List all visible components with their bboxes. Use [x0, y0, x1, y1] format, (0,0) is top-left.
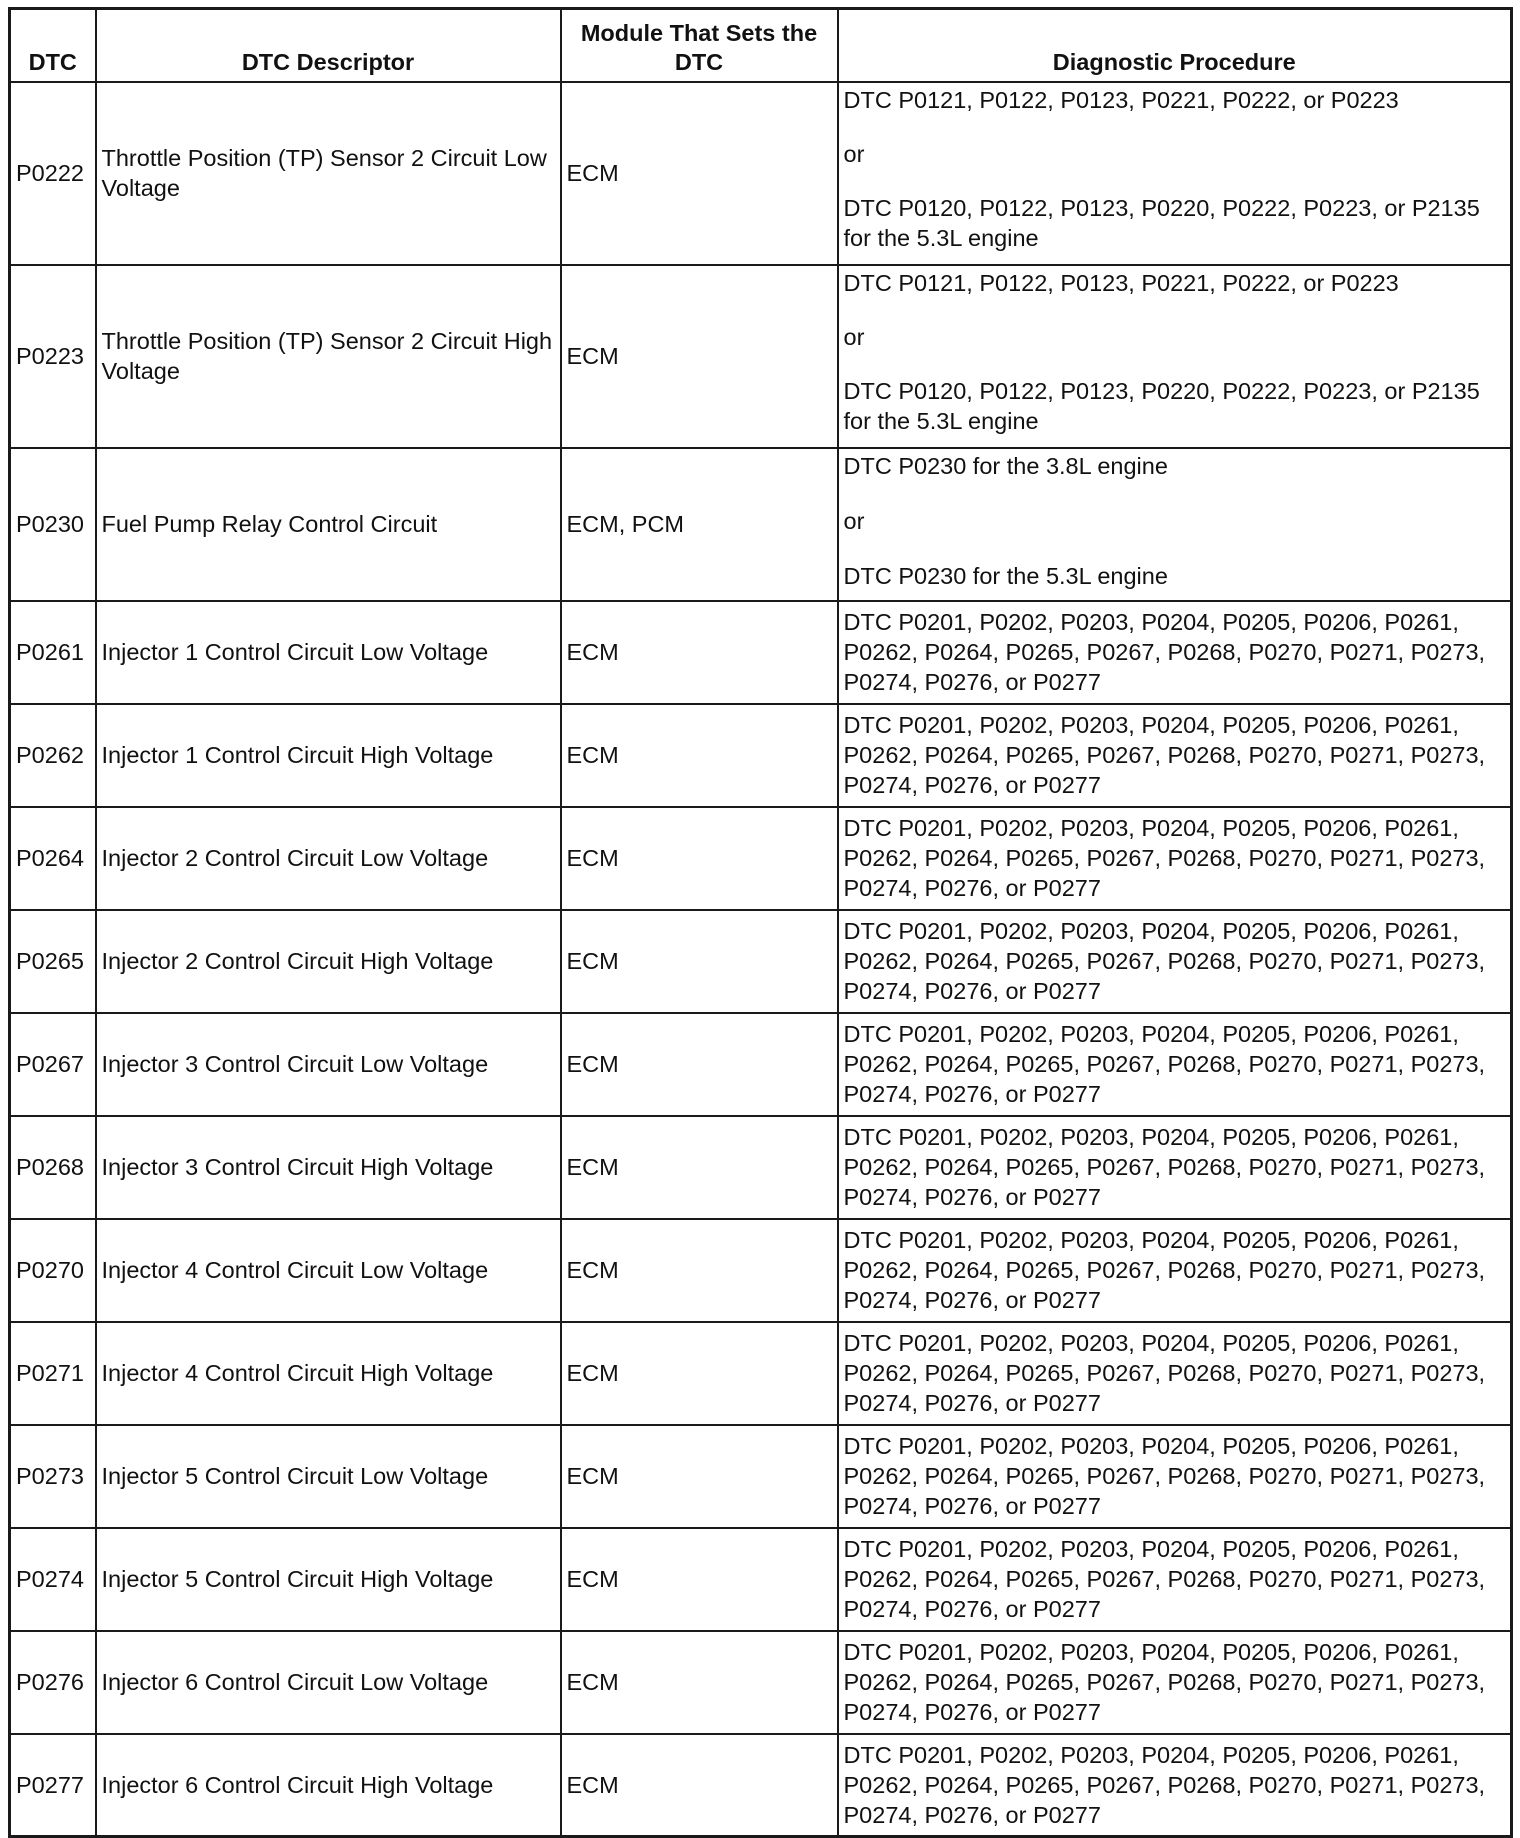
- dtc-code-cell: P0268: [10, 1116, 96, 1219]
- dtc-document: [8, 7, 1510, 1838]
- procedure-cell: DTC P0201, P0202, P0203, P0204, P0205, P0206, P0261, P0262, P0264, P0265, P0267, P0268, P0270, P0271, P0273, P0274, P0276, or P0277: [838, 807, 1512, 910]
- module-cell: ECM: [561, 1528, 838, 1631]
- procedure-or: or: [843, 323, 865, 350]
- descriptor-cell: Injector 4 Control Circuit Low Voltage: [96, 1219, 561, 1322]
- descriptor-cell: Injector 6 Control Circuit High Voltage: [96, 1734, 561, 1837]
- dtc-code-cell: P0267: [10, 1013, 96, 1116]
- module-cell: ECM: [561, 601, 838, 704]
- header-dtc: DTC: [10, 9, 96, 82]
- procedure-cell: DTC P0201, P0202, P0203, P0204, P0205, P0206, P0261, P0262, P0264, P0265, P0267, P0268, P0270, P0271, P0273, P0274, P0276, or P0277: [838, 1322, 1512, 1425]
- descriptor-cell: Injector 1 Control Circuit Low Voltage: [96, 601, 561, 704]
- procedure-line: DTC P0120, P0122, P0123, P0220, P0222, P0223, or P2135 for the 5.3L engine: [843, 377, 1480, 434]
- descriptor-cell: Injector 5 Control Circuit Low Voltage: [96, 1425, 561, 1528]
- table-row: [10, 1425, 1512, 1528]
- procedure-line: DTC P0121, P0122, P0123, P0221, P0222, or P0223: [843, 86, 1399, 113]
- procedure-line: DTC P0230 for the 5.3L engine: [843, 562, 1168, 589]
- descriptor-cell: Throttle Position (TP) Sensor 2 Circuit High Voltage: [96, 265, 561, 448]
- header-module: Module That Sets the DTC: [561, 9, 838, 82]
- descriptor-cell: Throttle Position (TP) Sensor 2 Circuit Low Voltage: [96, 82, 561, 265]
- table-row: [10, 807, 1512, 910]
- descriptor-cell: Injector 2 Control Circuit Low Voltage: [96, 807, 561, 910]
- table-body: [10, 82, 1512, 1837]
- descriptor-cell: Fuel Pump Relay Control Circuit: [96, 448, 561, 601]
- procedure-cell: DTC P0201, P0202, P0203, P0204, P0205, P0206, P0261, P0262, P0264, P0265, P0267, P0268, P0270, P0271, P0273, P0274, P0276, or P0277: [838, 704, 1512, 807]
- header-procedure: Diagnostic Procedure: [838, 9, 1512, 82]
- module-cell: ECM: [561, 82, 838, 265]
- procedure-cell: DTC P0201, P0202, P0203, P0204, P0205, P0206, P0261, P0262, P0264, P0265, P0267, P0268, P0270, P0271, P0273, P0274, P0276, or P0277: [838, 1528, 1512, 1631]
- dtc-table: [8, 7, 1513, 1838]
- dtc-code-cell: P0274: [10, 1528, 96, 1631]
- dtc-code-cell: P0265: [10, 910, 96, 1013]
- procedure-cell: [838, 82, 1512, 265]
- descriptor-cell: Injector 6 Control Circuit Low Voltage: [96, 1631, 561, 1734]
- descriptor-cell: Injector 3 Control Circuit Low Voltage: [96, 1013, 561, 1116]
- table-row: [10, 910, 1512, 1013]
- header-descriptor: DTC Descriptor: [96, 9, 561, 82]
- table-row: [10, 448, 1512, 601]
- dtc-code-cell: P0264: [10, 807, 96, 910]
- table-row: [10, 1013, 1512, 1116]
- module-cell: ECM, PCM: [561, 448, 838, 601]
- module-cell: ECM: [561, 807, 838, 910]
- table-row: [10, 1116, 1512, 1219]
- dtc-code-cell: P0271: [10, 1322, 96, 1425]
- module-cell: ECM: [561, 1219, 838, 1322]
- procedure-cell: DTC P0201, P0202, P0203, P0204, P0205, P0206, P0261, P0262, P0264, P0265, P0267, P0268, P0270, P0271, P0273, P0274, P0276, or P0277: [838, 1734, 1512, 1837]
- table-row: [10, 704, 1512, 807]
- dtc-code-cell: P0261: [10, 601, 96, 704]
- descriptor-cell: Injector 1 Control Circuit High Voltage: [96, 704, 561, 807]
- procedure-cell: DTC P0201, P0202, P0203, P0204, P0205, P0206, P0261, P0262, P0264, P0265, P0267, P0268, P0270, P0271, P0273, P0274, P0276, or P0277: [838, 601, 1512, 704]
- procedure-line: DTC P0230 for the 3.8L engine: [843, 452, 1168, 479]
- procedure-or: or: [843, 140, 865, 167]
- dtc-code-cell: P0223: [10, 265, 96, 448]
- table-row: [10, 1322, 1512, 1425]
- dtc-code-cell: P0273: [10, 1425, 96, 1528]
- table-row: [10, 1631, 1512, 1734]
- procedure-cell: [838, 448, 1512, 601]
- module-cell: ECM: [561, 265, 838, 448]
- dtc-code-cell: P0270: [10, 1219, 96, 1322]
- table-row: [10, 1528, 1512, 1631]
- table-row: [10, 1219, 1512, 1322]
- descriptor-cell: Injector 2 Control Circuit High Voltage: [96, 910, 561, 1013]
- dtc-code-cell: P0230: [10, 448, 96, 601]
- module-cell: ECM: [561, 1425, 838, 1528]
- procedure-cell: DTC P0201, P0202, P0203, P0204, P0205, P0206, P0261, P0262, P0264, P0265, P0267, P0268, P0270, P0271, P0273, P0274, P0276, or P0277: [838, 1116, 1512, 1219]
- module-cell: ECM: [561, 1631, 838, 1734]
- descriptor-cell: Injector 3 Control Circuit High Voltage: [96, 1116, 561, 1219]
- descriptor-cell: Injector 5 Control Circuit High Voltage: [96, 1528, 561, 1631]
- module-cell: ECM: [561, 1116, 838, 1219]
- table-row: [10, 601, 1512, 704]
- descriptor-cell: Injector 4 Control Circuit High Voltage: [96, 1322, 561, 1425]
- procedure-cell: DTC P0201, P0202, P0203, P0204, P0205, P0206, P0261, P0262, P0264, P0265, P0267, P0268, P0270, P0271, P0273, P0274, P0276, or P0277: [838, 1425, 1512, 1528]
- procedure-cell: DTC P0201, P0202, P0203, P0204, P0205, P0206, P0261, P0262, P0264, P0265, P0267, P0268, P0270, P0271, P0273, P0274, P0276, or P0277: [838, 910, 1512, 1013]
- table-row: [10, 265, 1512, 448]
- module-cell: ECM: [561, 704, 838, 807]
- dtc-code-cell: P0262: [10, 704, 96, 807]
- procedure-line: DTC P0121, P0122, P0123, P0221, P0222, or P0223: [843, 269, 1399, 296]
- module-cell: ECM: [561, 910, 838, 1013]
- procedure-line: DTC P0120, P0122, P0123, P0220, P0222, P0223, or P2135 for the 5.3L engine: [843, 194, 1480, 251]
- dtc-code-cell: P0277: [10, 1734, 96, 1837]
- module-cell: ECM: [561, 1013, 838, 1116]
- procedure-or: or: [843, 507, 865, 534]
- table-header: [10, 9, 1512, 82]
- module-cell: ECM: [561, 1734, 838, 1837]
- dtc-code-cell: P0222: [10, 82, 96, 265]
- dtc-code-cell: P0276: [10, 1631, 96, 1734]
- header-row: [10, 9, 1512, 82]
- table-row: [10, 1734, 1512, 1837]
- module-cell: ECM: [561, 1322, 838, 1425]
- procedure-cell: DTC P0201, P0202, P0203, P0204, P0205, P0206, P0261, P0262, P0264, P0265, P0267, P0268, P0270, P0271, P0273, P0274, P0276, or P0277: [838, 1219, 1512, 1322]
- procedure-cell: [838, 265, 1512, 448]
- procedure-cell: DTC P0201, P0202, P0203, P0204, P0205, P0206, P0261, P0262, P0264, P0265, P0267, P0268, P0270, P0271, P0273, P0274, P0276, or P0277: [838, 1013, 1512, 1116]
- table-row: [10, 82, 1512, 265]
- procedure-cell: DTC P0201, P0202, P0203, P0204, P0205, P0206, P0261, P0262, P0264, P0265, P0267, P0268, P0270, P0271, P0273, P0274, P0276, or P0277: [838, 1631, 1512, 1734]
